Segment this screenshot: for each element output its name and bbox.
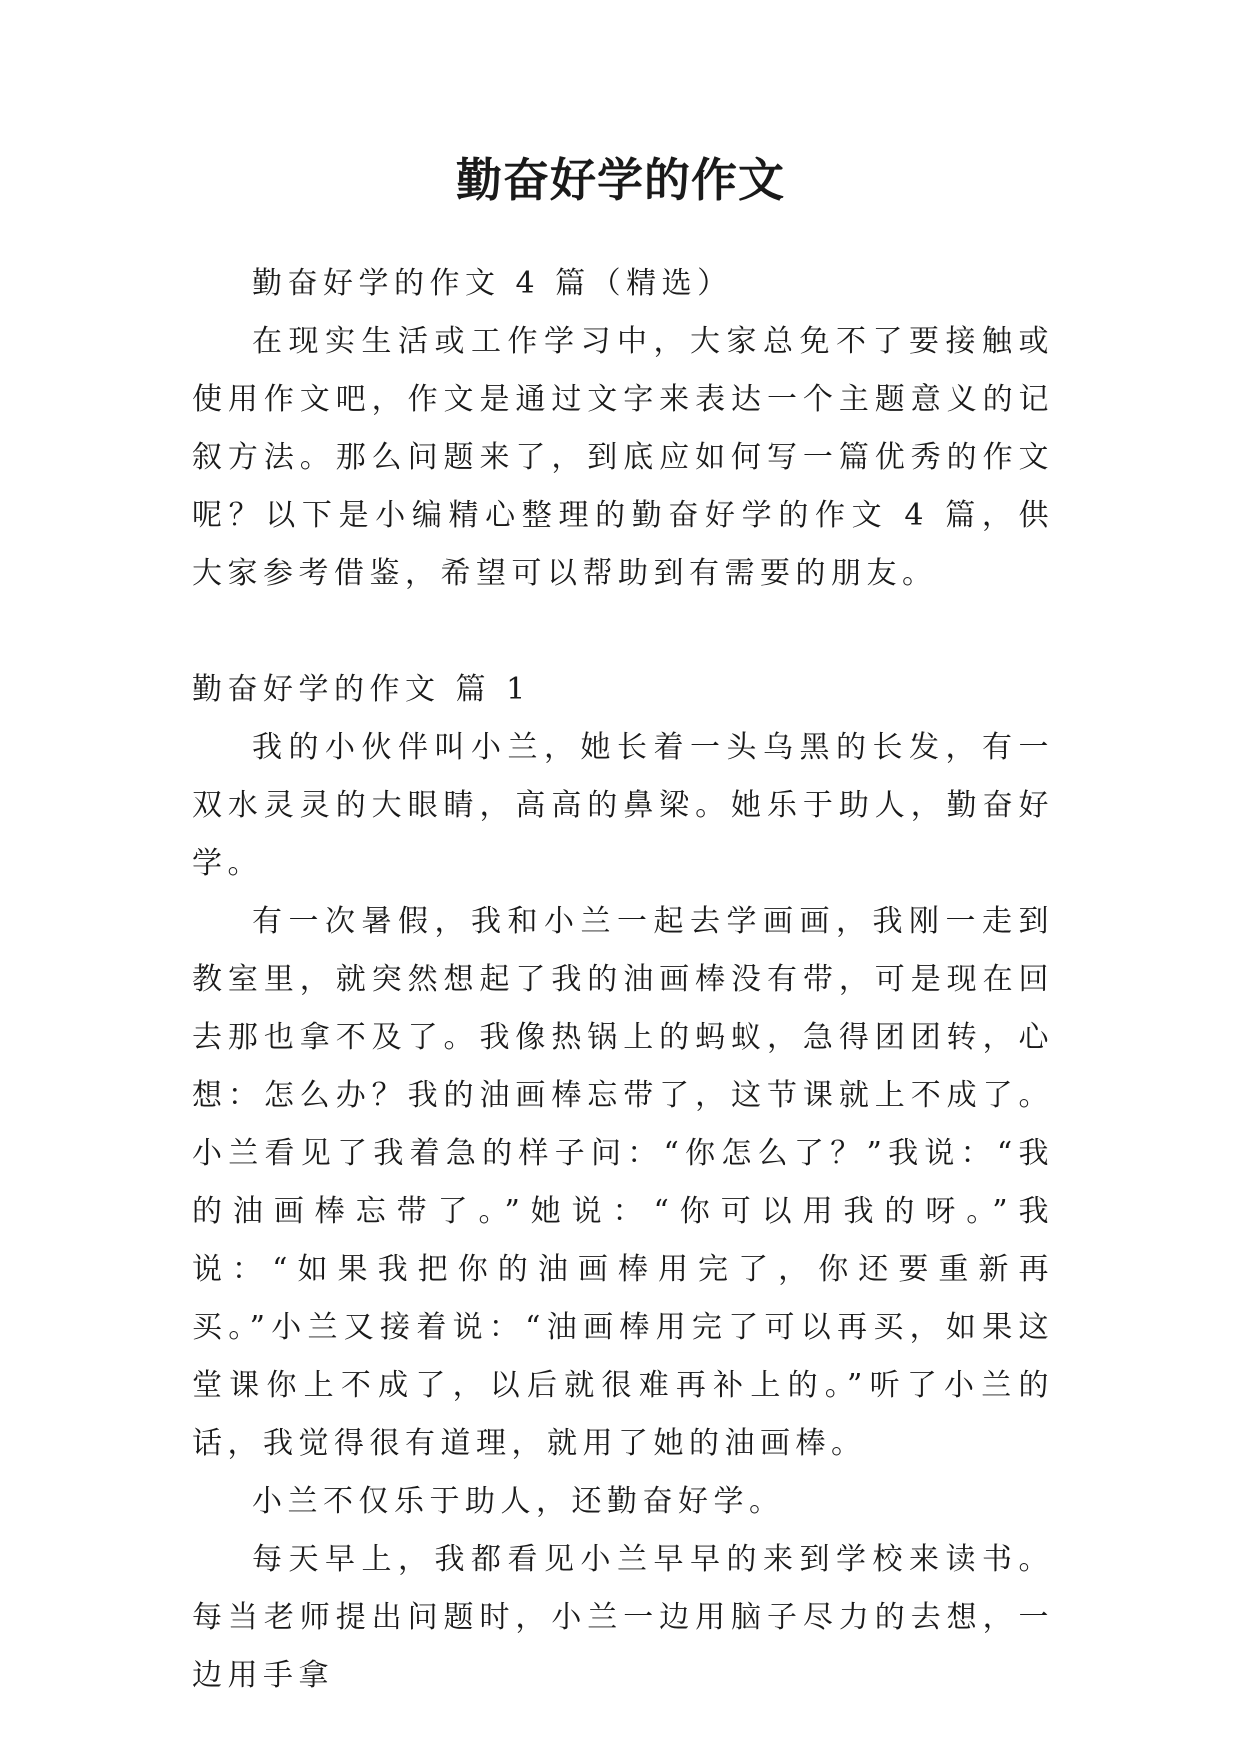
intro-subtitle: 勤奋好学的作文 4 篇（精选） <box>252 266 733 301</box>
document-title: 勤奋好学的作文 <box>456 153 785 207</box>
section-paragraph: 有一次暑假，我和小兰一起去学画画，我刚一走到教室里，就突然想起了我的油画棒没有带，可是现在回去那也拿不及了。我像热锅上的蚂蚁，急得团团转，心想：怎么办？我的油画棒忘带了，这节课就上不成了。小兰看见了我着急的样子问：“你怎么了？”我说：“我的油画棒忘带了。”她说：“你可以用我的呀。”我说：“如果我把你的油画棒用完了，你还要重新再买。”小兰又接着说：“油画棒用完了可以再买，如果这堂课你上不成了，以后就很难再补上的。”听了小兰的话，我觉得很有道理，就用了她的油画棒。 <box>192 904 1054 1461</box>
section-paragraph: 小兰不仅乐于助人，还勤奋好学。 <box>252 1484 785 1519</box>
section-heading: 勤奋好学的作文 篇 1 <box>192 672 531 707</box>
intro-paragraph: 在现实生活或工作学习中，大家总免不了要接触或使用作文吧，作文是通过文字来表达一个主题意义的记叙方法。那么问题来了，到底应如何写一篇优秀的作文呢？以下是小编精心整理的勤奋好学的作文 4 篇，供大家参考借鉴，希望可以帮助到有需要的朋友。 <box>192 324 1054 591</box>
document-body <box>192 255 1054 1705</box>
section-paragraph: 每天早上，我都看见小兰早早的来到学校来读书。每当老师提出问题时，小兰一边用脑子尽力的去想，一边用手拿 <box>192 1542 1054 1693</box>
section-paragraph: 我的小伙伴叫小兰，她长着一头乌黑的长发，有一双水灵灵的大眼睛，高高的鼻梁。她乐于助人，勤奋好学。 <box>192 730 1054 881</box>
